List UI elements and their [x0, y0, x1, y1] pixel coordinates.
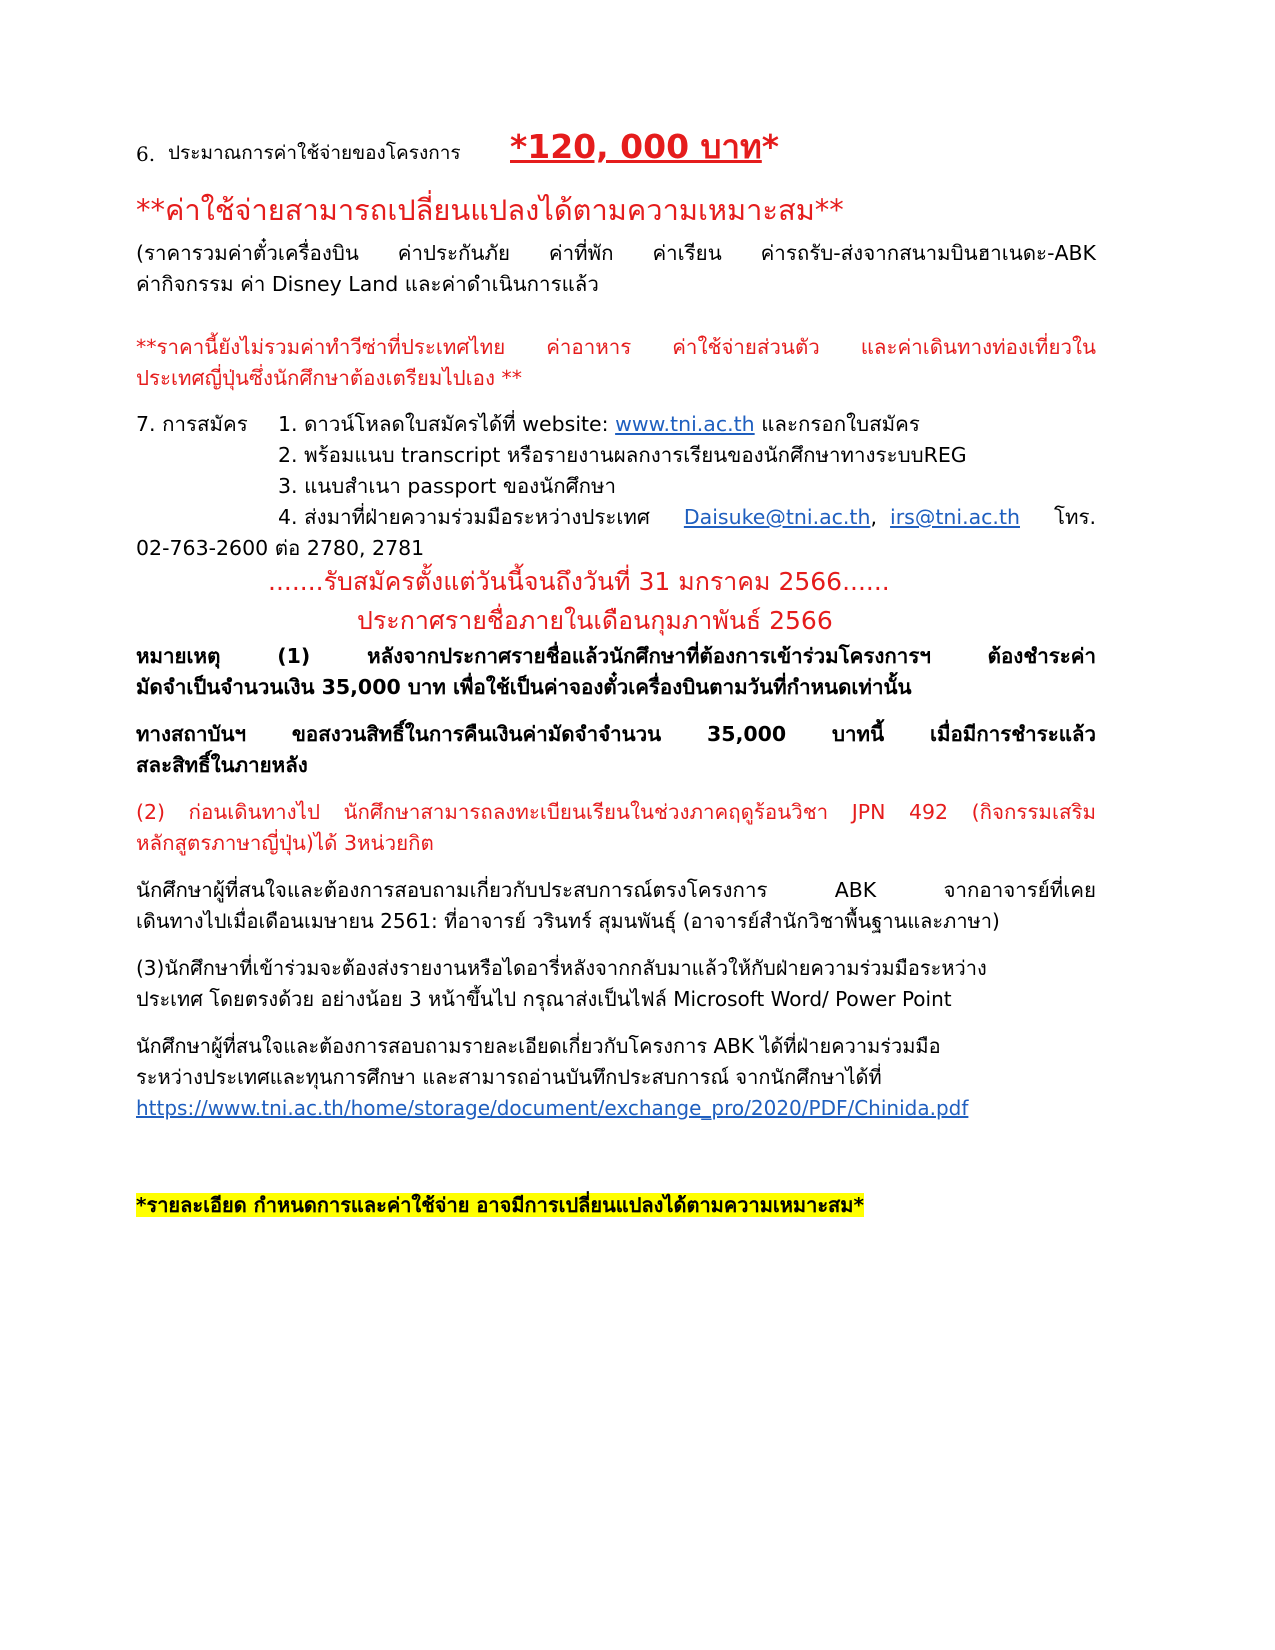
tel-label: โทร. — [1053, 505, 1096, 529]
excludes-line-1: **ราคานี้ยังไม่รวมค่าทำวีซ่าที่ประเทศไทย ค่าอาหาร ค่าใช้จ่ายส่วนตัว และค่าเดินทางท่องเที่ยวใน — [136, 335, 1096, 359]
includes-line-1: (ราคารวมค่าตั๋วเครื่องบิน ค่าประกันภัย ค่าที่พัก ค่าเรียน ค่ารถรับ-ส่งจากสนามบินฮาเนดะ-ABK — [136, 241, 1096, 265]
details-line-1: นักศึกษาผู้ที่สนใจและต้องการสอบถามรายละเอียดเกี่ยวกับโครงการ ABK ได้ที่ฝ่ายความร่วมมือ — [136, 1034, 941, 1058]
email-daisuke-link[interactable]: Daisuke@tni.ac.th — [683, 505, 871, 529]
application-step-4 — [278, 507, 1096, 528]
application-step-2: 2. พร้อมแนบ transcript หรือรายงานผลกงารเรียนของนักศึกษาทางระบบREG — [278, 443, 967, 467]
teacher-contact-line-1: นักศึกษาผู้ที่สนใจและต้องการสอบถามเกี่ยวกับประสบการณ์ตรงโครงการ ABK จากอาจารย์ที่เคย — [136, 878, 1096, 902]
section6-label: ประมาณการค่าใช้จ่ายของโครงการ — [168, 142, 461, 164]
step4-emails — [684, 507, 1020, 528]
telephone-number: 02-763-2600 ต่อ 2780, 2781 — [136, 536, 425, 560]
application-step-3: 3. แนบสำเนา passport ของนักศึกษา — [278, 474, 617, 498]
note3-line-2: ประเทศ โดยตรงด้วย อย่างน้อย 3 หน้าขึ้นไป กรุณาส่งเป็นไฟล์ Microsoft Word/ Power Point — [136, 987, 952, 1011]
includes-line-2: ค่ากิจกรรม ค่า Disney Land และค่าดำเนินการแล้ว — [136, 272, 599, 296]
excludes-line-2: ประเทศญี่ปุ่นซึ่งนักศึกษาต้องเตรียมไปเอง ** — [136, 366, 523, 390]
step1-text: 1. ดาวน์โหลดใบสมัครได้ที่ website: — [278, 412, 609, 436]
email-comma: , — [870, 505, 877, 529]
disclaimer-highlight: *รายละเอียด กำหนดการและค่าใช้จ่าย อาจมีการเปลี่ยนแปลงได้ตามความเหมาะสม* — [136, 1193, 864, 1217]
teacher-contact-line-2: เดินทางไปเมื่อเดือนเมษายน 2561: ที่อาจารย์ วรินทร์ สุมนพันธุ์ (อาจารย์สำนักวิชาพื้นฐานและภาษา) — [136, 909, 1000, 933]
amount-star: * — [761, 127, 780, 166]
step4-text: 4. ส่งมาที่ฝ่ายความร่วมมือระหว่างประเทศ — [278, 505, 650, 529]
note1-line-1: หมายเหตุ (1) หลังจากประกาศรายชื่อแล้วนักศึกษาที่ต้องการเข้าร่วมโครงการฯ ต้องชำระค่า — [136, 644, 1096, 668]
experience-pdf-link[interactable]: https://www.tni.ac.th/home/storage/document/exchange_pro/2020/PDF/Chinida.pdf — [136, 1096, 969, 1120]
refund-line-1: ทางสถาบันฯ ขอสงวนสิทธิ์ในการคืนเงินค่ามัดจำจำนวน 35,000 บาทนี้ เมื่อมีการชำระแล้ว — [136, 722, 1096, 746]
note2-line-1: (2) ก่อนเดินทางไป นักศึกษาสามารถลงทะเบียนเรียนในช่วงภาคฤดูร้อนวิชา JPN 492 (กิจกรรมเสริม — [136, 800, 1096, 824]
refund-line-2: สละสิทธิ์ในภายหลัง — [136, 753, 308, 777]
note1-line-2: มัดจำเป็นจำนวนเงิน 35,000 บาท เพื่อใช้เป็นค่าจองตั๋วเครื่องบินตามวันที่กำหนดเท่านั้น — [136, 675, 912, 699]
application-deadline: .......รับสมัครตั้งแต่วันนี้จนถึงวันที่ 31 มกราคม 2566...... — [268, 567, 890, 596]
website-link[interactable]: www.tni.ac.th — [615, 412, 755, 436]
email-irs-link[interactable]: irs@tni.ac.th — [890, 505, 1020, 529]
step1-suffix: และกรอกใบสมัคร — [761, 412, 920, 436]
announcement-date: ประกาศรายชื่อภายในเดือนกุมภาพันธ์ 2566 — [357, 606, 833, 635]
note3-line-1: (3)นักศึกษาที่เข้าร่วมจะต้องส่งรายงานหรือไดอารี่หลังจากกลับมาแล้วให้กับฝ่ายความร่วมมือระหว่าง — [136, 956, 987, 980]
section7-label: 7. การสมัคร — [136, 412, 248, 436]
details-line-2: ระหว่างประเทศและทุนการศึกษา และสามารถอ่านบันทึกประสบการณ์ จากนักศึกษาได้ที่ — [136, 1065, 882, 1089]
section6-number: 6. — [136, 142, 156, 166]
amount-value: *120, 000 บาท — [510, 127, 762, 166]
cost-change-note: **ค่าใช้จ่ายสามารถเปลี่ยนแปลงได้ตามความเหมาะสม** — [136, 193, 844, 227]
note2-line-2: หลักสูตรภาษาญี่ปุ่น)ได้ 3หน่วยกิต — [136, 831, 434, 855]
section6-amount — [510, 127, 780, 166]
application-step-1 — [278, 414, 920, 435]
